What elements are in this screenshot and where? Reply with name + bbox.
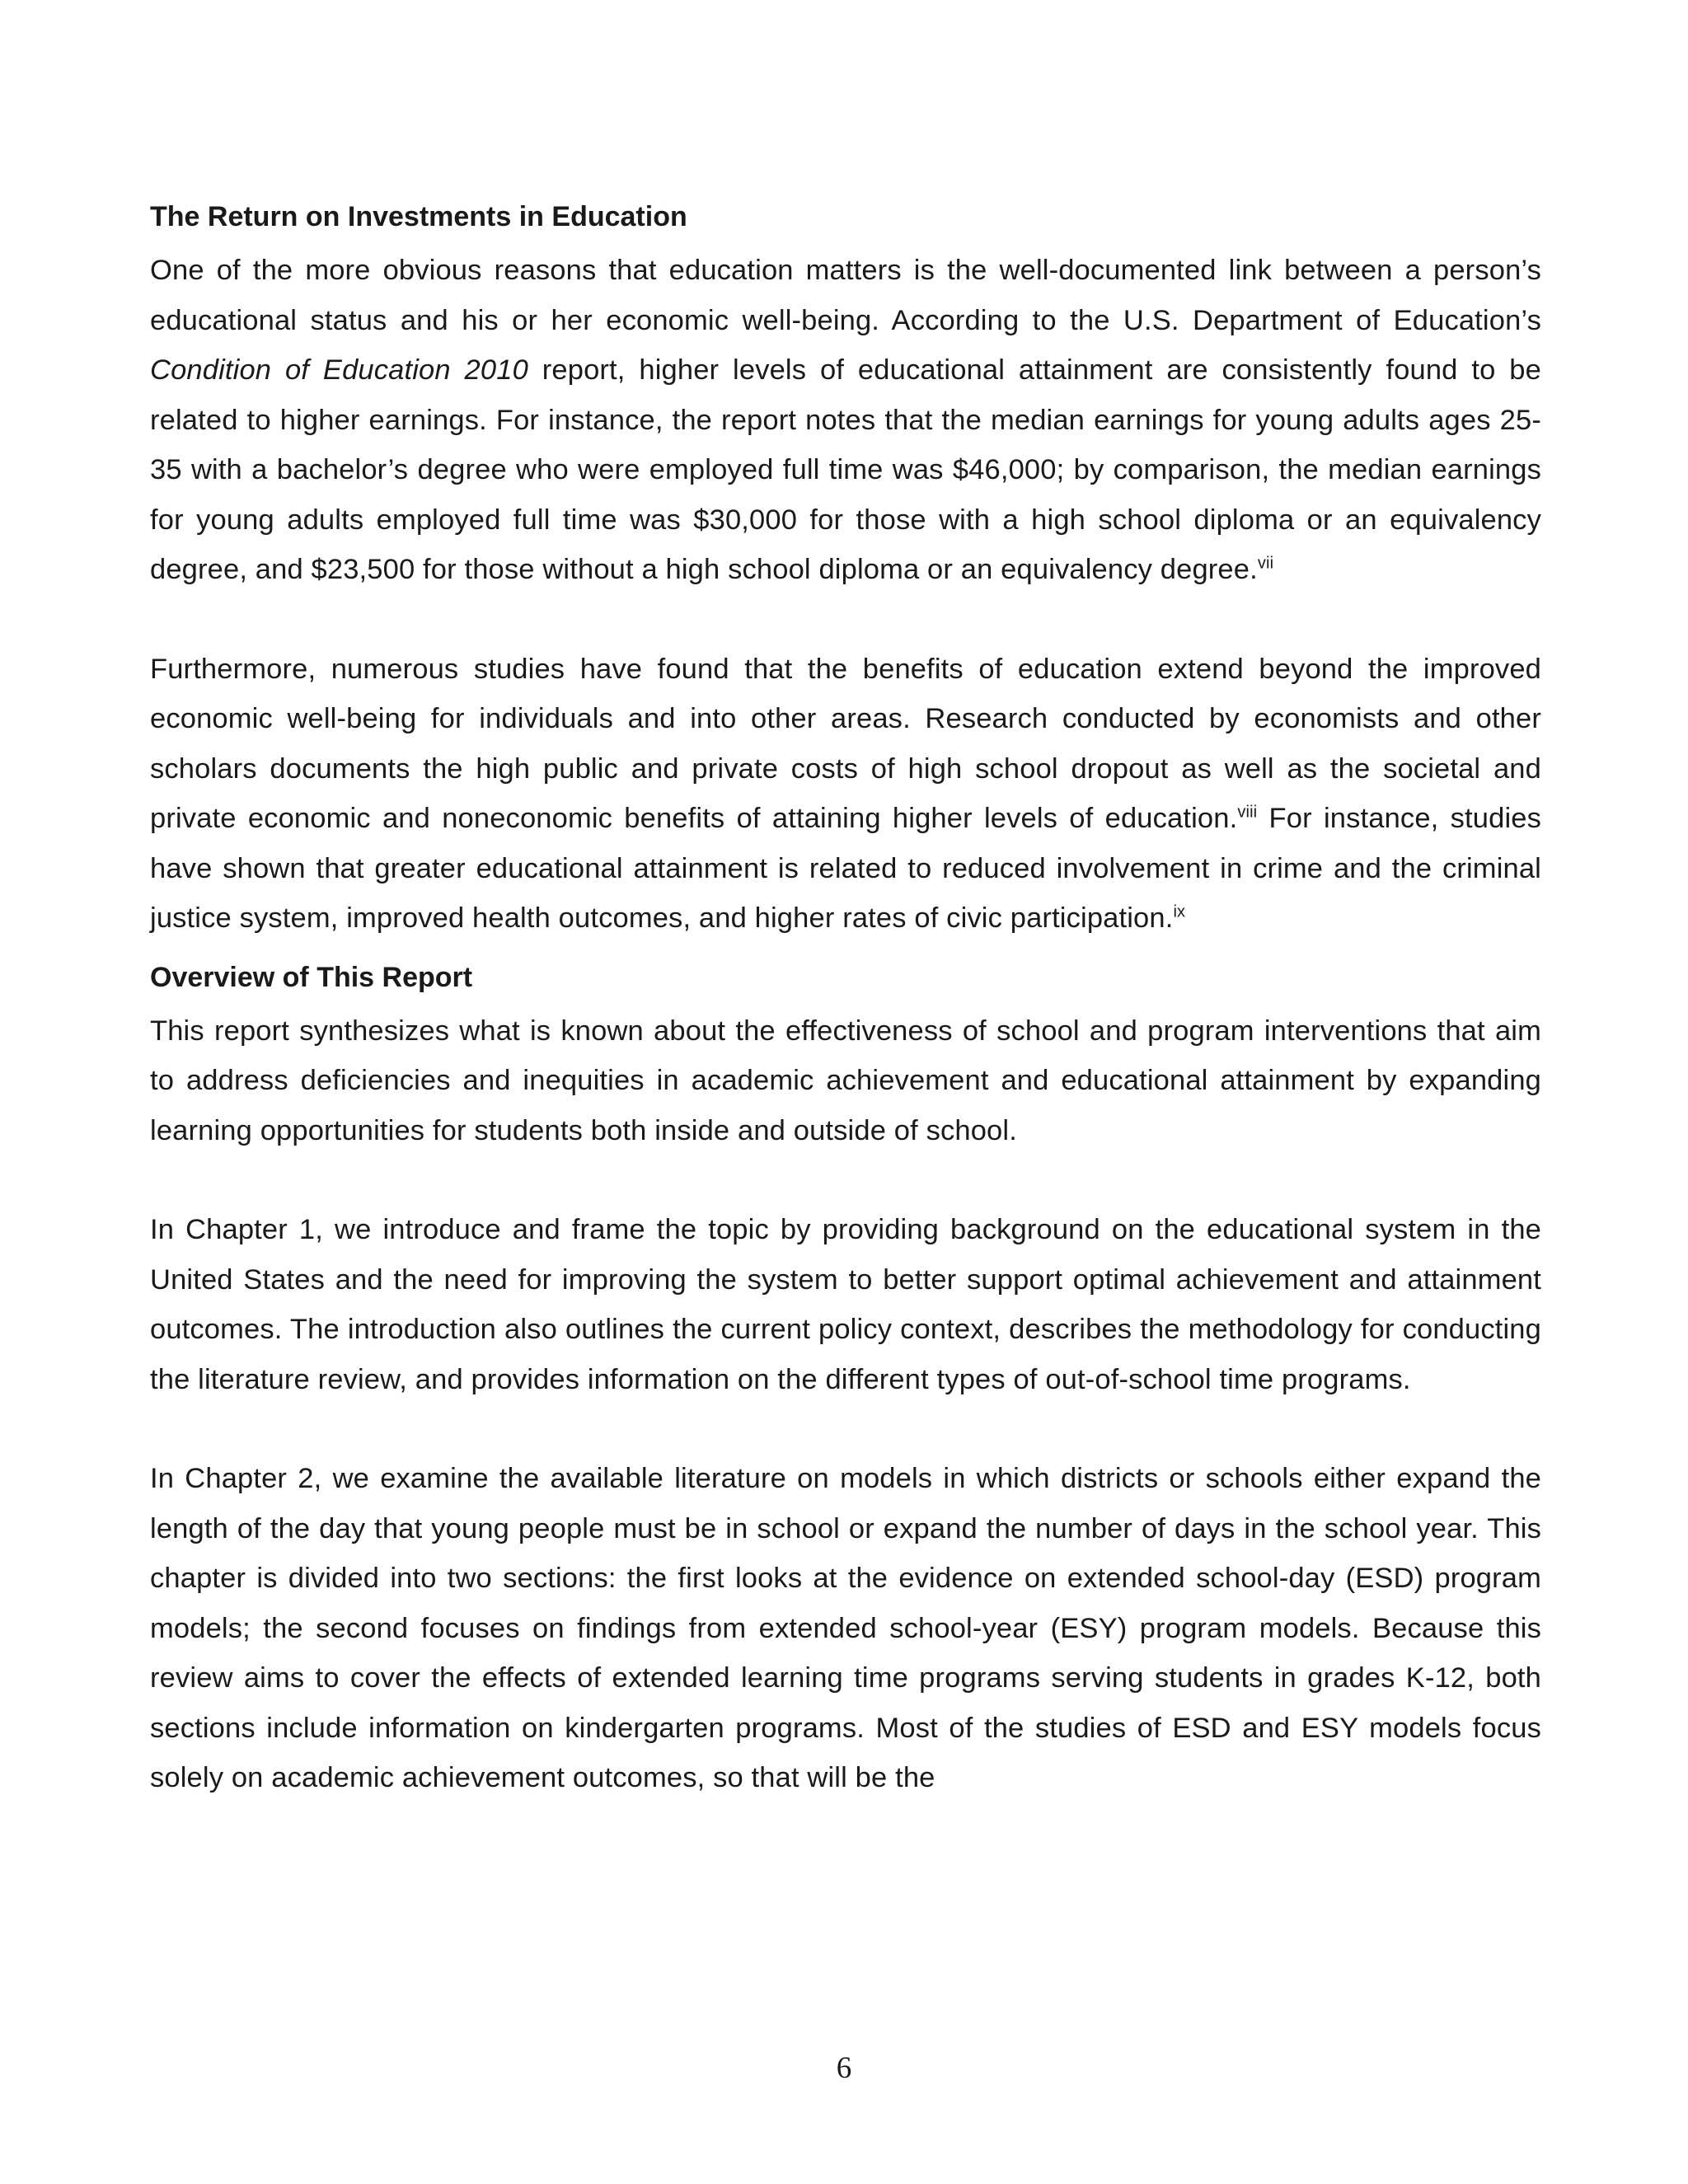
page-content [150,198,1541,1803]
endnote-marker-vii[interactable]: vii [1257,554,1274,573]
section-heading-overview: Overview of This Report [150,961,473,993]
endnote-marker-viii[interactable]: viii [1237,803,1258,822]
page-number: 6 [836,2051,852,2085]
paragraph-text: Furthermore, numerous studies have found that the benefits of education extend beyond the improved economic well-being for individuals and into other areas. Research conducted by economists and other scholars documents the high public and private costs of high school dropout as well as the societal and private economic and noneconomic benefits of attaining higher levels of education. [150,653,1541,834]
paragraph-chapter-2: In Chapter 2, we examine the available literature on models in which districts or schools either expand the length of the day that young people must be in school or expand the number of days in the school year. This chapter is divided into two sections: the first looks at the evidence on extended school-day (ESD) program models; the second focuses on findings from extended school-year (ESY) program models. Because this review aims to cover the effects of extended learning time programs serving students in grades K-12, both sections include information on kindergarten programs. Most of the studies of ESD and ESY models focus solely on academic achievement outcomes, so that will be the [150,1463,1541,1793]
paragraph-overview: This report synthesizes what is known about the effectiveness of school and program interventions that aim to address deficiencies and inequities in academic achievement and educational attainment by expanding learning opportunities for students both inside and outside of school. [150,1015,1541,1146]
endnote-marker-ix[interactable]: ix [1173,902,1186,921]
section-heading-return-on-investments: The Return on Investments in Education [150,201,687,232]
paragraph-text: report, higher levels of educational attainment are consistently found to be related to higher earnings. For instance, the report notes that the median earnings for young adults ages 25-35 with a bachelor’s degree who were employed full time was $46,000; by comparison, the median earnings for young adults employed full time was $30,000 for those with a high school diploma or an equivalency degree, and $23,500 for those without a high school diploma or an equivalency degree. [150,354,1541,585]
paragraph-text: One of the more obvious reasons that education matters is the well-documented link between a person’s educational status and his or her economic well-being. According to the U.S. Department of Education’s [150,255,1541,336]
paragraph-text: For instance, studies have shown that greater educational attainment is related to reduced involvement in crime and the criminal justice system, improved health outcomes, and higher rates of civic participation. [150,803,1542,934]
paragraph-earnings [150,246,1541,595]
paragraph-chapter-1: In Chapter 1, we introduce and frame the topic by providing background on the educational system in the United States and the need for improving the system to better support optimal achievement and attainment outcomes. The introduction also outlines the current policy context, describes the methodology for conducting the literature review, and provides information on the different types of out-of-school time programs. [150,1214,1541,1395]
report-title: Condition of Education 2010 [150,354,528,386]
paragraph-benefits [150,644,1541,944]
